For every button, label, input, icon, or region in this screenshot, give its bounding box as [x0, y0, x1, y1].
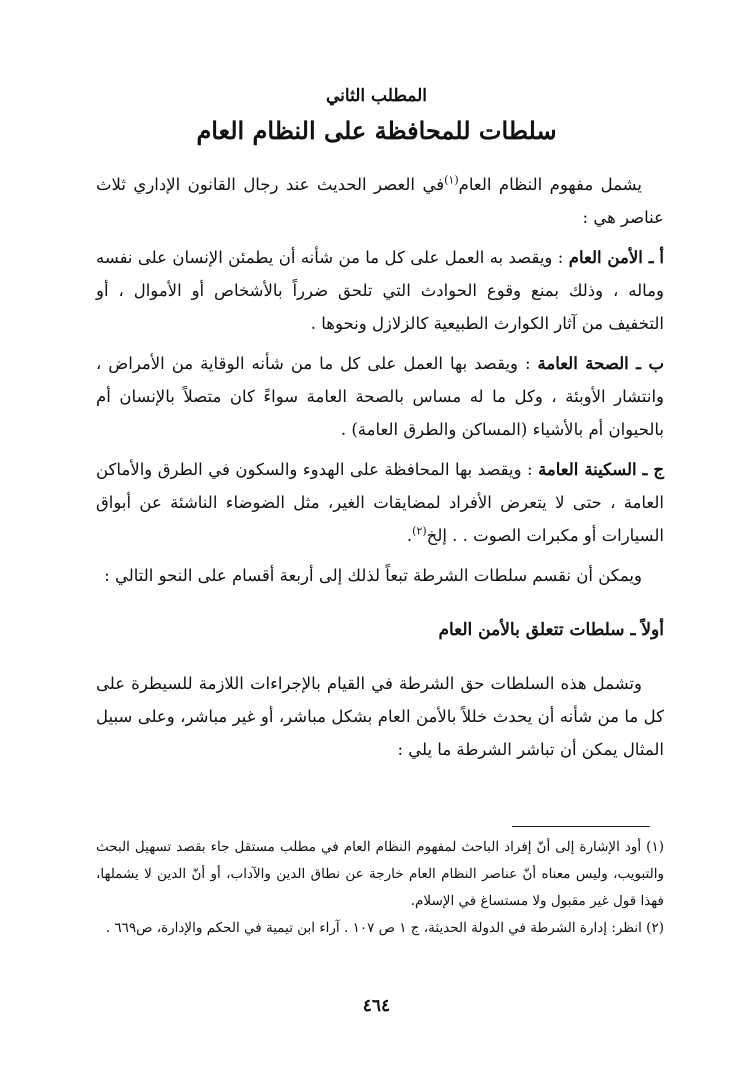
- footnote-1: (١) أود الإشارة إلى أنّ إفراد الباحث لمفهوم النظام العام في مطلب مستقل جاء بقصد تسهيل البحث والتبويب، وليس معناه أنّ عناصر النظام العام خارجة عن نطاق الدين والآداب، أو أنّ الدين لا يشملها، فهذا قول غير مقبول ولا مستساغ في الإسلام.: [96, 839, 664, 909]
- intro-paragraph: [96, 168, 664, 234]
- footnote-divider: [512, 826, 650, 827]
- item-text: : ويقصد بها المحافظة على الهدوء والسكون في الطرق والأماكن العامة ، حتى لا يتعرض الأفراد لمضايقات الغير، مثل الضوضاء الناشئة عن أبواق السيارات أو مكبرات الصوت . . إلخ: [96, 460, 664, 545]
- intro-text-cont: في العصر الحديث عند رجال القانون الإداري ثلاث عناصر هي :: [96, 175, 664, 227]
- item-label: ب ـ الصحة العامة: [537, 354, 664, 373]
- list-item-public-tranquility: [96, 453, 664, 552]
- item-label: ج ـ السكينة العامة: [538, 460, 664, 479]
- list-item-public-security: [96, 241, 664, 340]
- body-text: [96, 168, 664, 766]
- footnotes: [96, 834, 664, 942]
- division-paragraph: ويمكن أن نقسم سلطات الشرطة تبعاً لذلك إلى أربعة أقسام على النحو التالي :: [104, 566, 642, 585]
- section-subtitle: المطلب الثاني: [325, 86, 428, 106]
- section-paragraph: وتشمل هذه السلطات حق الشرطة في القيام بالإجراءات اللازمة للسيطرة على كل ما من شأنه أن يحدث خللاً بالأمن العام بشكل مباشر، أو غير مباشر، وعلى سبيل المثال يمكن أن تباشر الشرطة ما يلي :: [96, 674, 664, 759]
- intro-text: يشمل مفهوم النظام العام: [458, 175, 642, 194]
- item-text: : ويقصد بها العمل على كل ما من شأنه الوقاية من الأمراض ، وانتشار الأوبئة ، وكل ما له مساس بالصحة العامة سواءً كان متصلاً بالإنسان أم بالحيوان أم بالأشياء (المساكن والطرق العامة) .: [96, 354, 664, 439]
- list-item-public-health: [96, 347, 664, 446]
- item-label: أ ـ الأمن العام: [568, 248, 665, 267]
- section-heading: أولاً ـ سلطات تتعلق بالأمن العام: [438, 620, 664, 640]
- footnote-ref-1[interactable]: (١): [444, 173, 459, 187]
- footnote-ref-2[interactable]: (٢): [412, 524, 427, 538]
- page-title: سلطات للمحافظة على النظام العام: [196, 116, 557, 145]
- page-number: ٤٦٤: [362, 996, 391, 1016]
- item-text-end: .: [406, 526, 413, 545]
- item-text: : ويقصد به العمل على كل ما من شأنه أن يطمئن الإنسان على نفسه وماله ، وذلك بمنع وقوع الحوادث التي تلحق ضرراً بالأشخاص أو الأموال ، أو التخفيف من آثار الكوارث الطبيعية كالزلازل ونحوها .: [96, 248, 664, 333]
- footnote-2: (٢) انظر: إدارة الشرطة في الدولة الحديثة، ج ١ ص ١٠٧ . آراء ابن تيمية في الحكم والإدارة، ص٦٦٩ .: [105, 920, 664, 936]
